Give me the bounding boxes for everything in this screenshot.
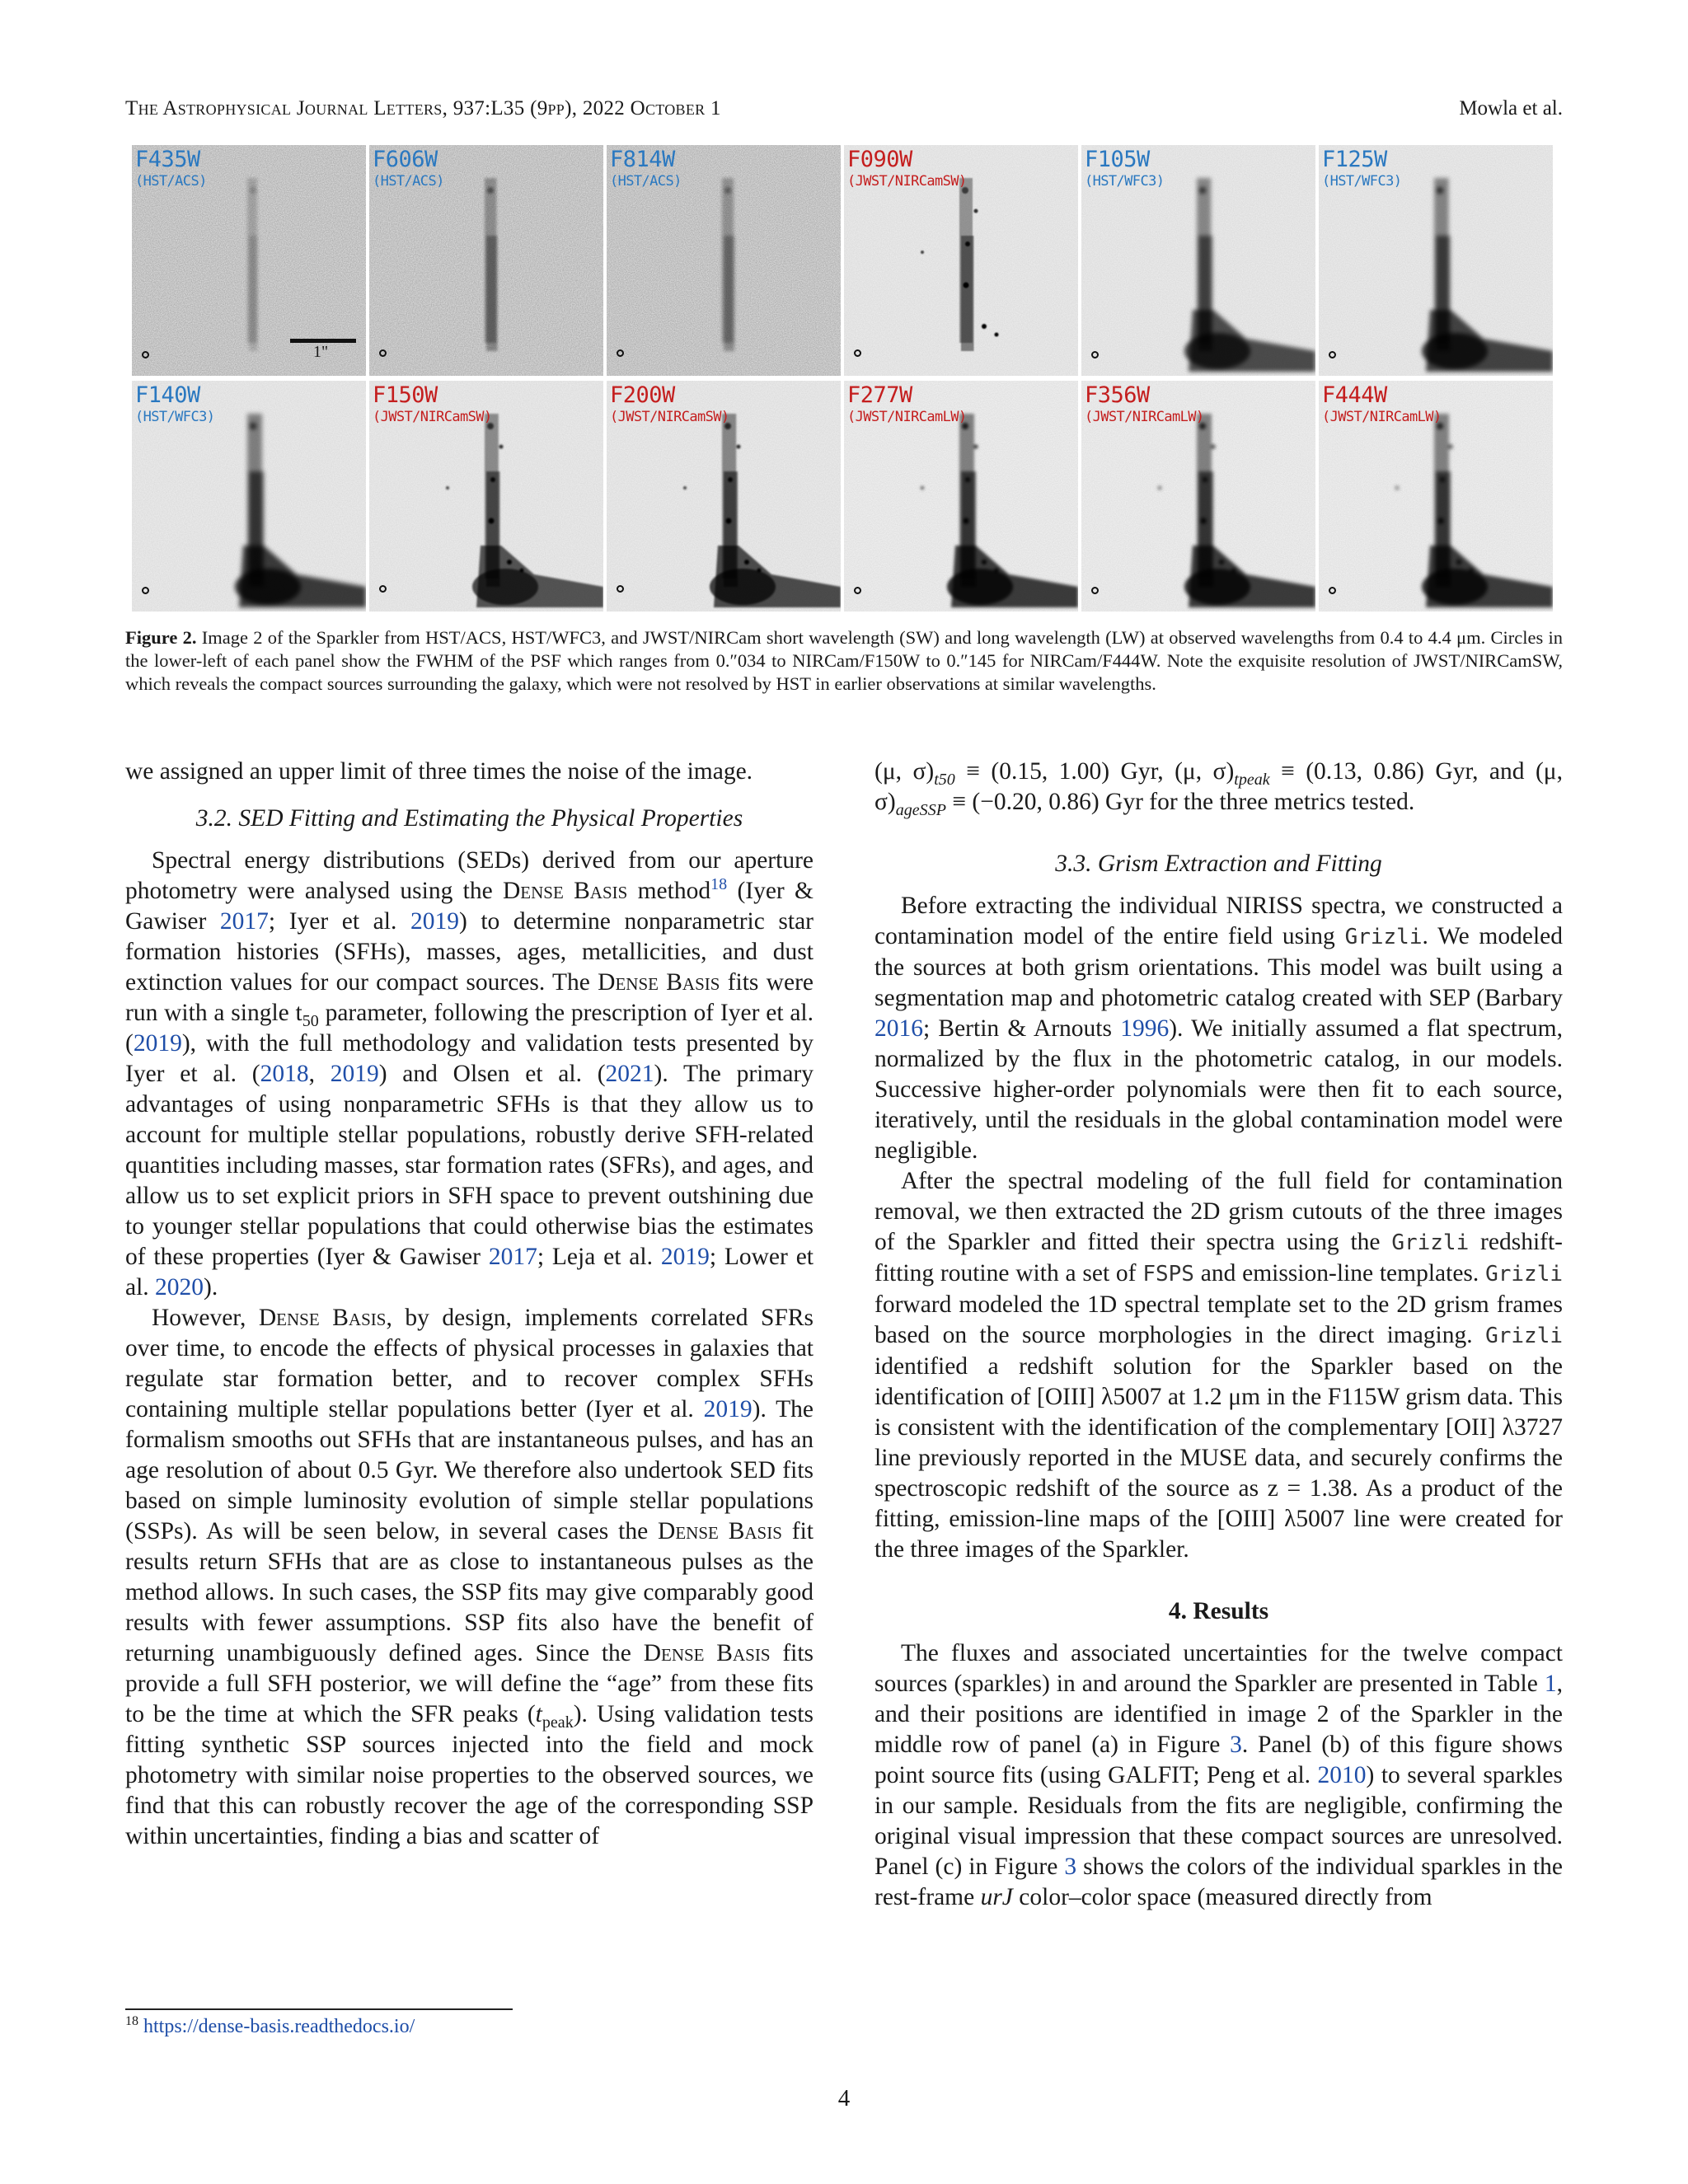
filter-label: F140W	[135, 382, 200, 408]
scale-bar-label: 1"	[313, 343, 329, 361]
filter-label: F444W	[1322, 382, 1387, 408]
filter-label: F105W	[1085, 147, 1150, 172]
ref-link[interactable]: 2017	[219, 908, 269, 935]
ref-link[interactable]: 2017	[488, 1244, 537, 1270]
paragraph-dense-basis: However, Dense Basis, by design, implements correlated SFRs over time, to encode the effects of physical processes in galaxies that regulate star formation better, and to recover complex SFHs containing multiple stellar populations better (Iyer et al. 2019). The formalism smooths out SFHs that are instantaneous pulses, and has an age resolution of about 0.5 Gyr. We therefore also undertook SED fits based on simple luminosity evolution of simple stellar populations (SSPs). As will be seen below, in several cases the Dense Basis fit results return SFHs that are as close to instantaneous pulses as the method allows. In such cases, the SSP fits may give comparably good results with fewer assumptions. SSP fits also have the benefit of returning unambiguously defined ages. Since the Dense Basis fits provide a full SFH posterior, we will define the “age” from these fits to be the time at which the SFR peaks $(t_{peak})$. Using validation tests fitting synthetic SSP sources injected into the field and mock photometry with similar noise properties to the observed sources, we find that this can robustly recover the age of the corresponding SSP within uncertainties, finding a bias and scatter of	[125, 1305, 814, 1849]
table-ref-link[interactable]: 1	[1544, 1671, 1557, 1697]
filter-label: F277W	[847, 382, 912, 408]
instrument-label: (HST/ACS)	[610, 173, 682, 190]
filter-label: F356W	[1085, 382, 1150, 408]
psf-fwhm-circle	[617, 585, 624, 593]
paragraph-metrics: (μ, $\sigma)_{t50} \equiv (0.15$, 1.00) Gyr, (μ, $\sigma)_{tpeak} \equiv (0.13$, 0.86) Gyr, and (μ, $\sigma)_{ageSSP} \equiv (-0.20$, 0.86) Gyr for the three metrics tested.	[874, 758, 1563, 819]
image-panel-f435w	[132, 145, 366, 376]
page-number: 4	[837, 2085, 851, 2111]
psf-fwhm-circle	[617, 349, 624, 357]
psf-fwhm-circle	[379, 349, 387, 357]
image-panel-f140w	[132, 381, 366, 612]
instrument-label: (JWST/NIRCamLW)	[1322, 409, 1442, 425]
ref-link[interactable]: 2016	[874, 1015, 923, 1042]
paragraph-grism-model: Before extracting the individual NIRISS spectra, we constructed a contamination model of the entire field using Grizli. We modeled the sources at both grism orientations. This model was built using a segmentation map and photometric catalog created with SEP (Barbary 2016; Bertin & Arnouts 1996). We initially assumed a flat spectrum, normalized by the flux in the photometric catalog, in our models. Successive higher-order polynomials were then fit to each source, iteratively, until the residuals in the global contamination model were negligible.	[874, 893, 1564, 1164]
psf-fwhm-circle	[142, 351, 149, 359]
instrument-label: (HST/ACS)	[373, 173, 444, 190]
ref-link[interactable]: 2019	[330, 1061, 379, 1087]
instrument-label: (HST/WFC3)	[1085, 173, 1165, 190]
footnote-rule	[125, 2008, 513, 2010]
instrument-label: (HST/WFC3)	[1322, 173, 1402, 190]
ref-link[interactable]: 2019	[660, 1244, 710, 1270]
section-3-2-title: 3.2. SED Fitting and Estimating the Physical Properties	[195, 805, 743, 832]
footnote-url-link[interactable]: https://dense-basis.readthedocs.io/	[143, 2016, 415, 2037]
psf-fwhm-circle	[1091, 351, 1099, 359]
psf-fwhm-circle	[1329, 351, 1336, 359]
psf-fwhm-circle	[854, 587, 861, 594]
instrument-label: (JWST/NIRCamLW)	[1085, 409, 1204, 425]
image-panel-f814w	[607, 145, 841, 376]
running-authors: Mowla et al.	[1459, 97, 1563, 120]
ref-link[interactable]: 2020	[155, 1274, 204, 1301]
instrument-label: (JWST/NIRCamSW)	[610, 409, 729, 425]
caption-text: Image 2 of the Sparkler from HST/ACS, HST/WFC3, and JWST/NIRCam short wavelength (SW) and long wavelength (LW) at observed wavelengths from 0.4 to 4.4 μm. Circles in the lower-left of each panel show the FWHM of the PSF which ranges from 0.″034 to NIRCam/F150W to 0.″145 for NIRCam/F444W. Note the exquisite resolution of JWST/NIRCamSW, which reveals the compact sources surrounding the galaxy, which were not resolved by HST in earlier observations at similar wavelengths.	[125, 627, 1563, 694]
filter-label: F435W	[135, 147, 200, 172]
image-panel-f105w	[1081, 145, 1315, 376]
filter-label: F125W	[1322, 147, 1387, 172]
image-panel-f444w	[1319, 381, 1553, 612]
instrument-label: (JWST/NIRCamSW)	[847, 173, 967, 190]
instrument-label: (HST/ACS)	[135, 173, 207, 190]
instrument-label: (JWST/NIRCamSW)	[373, 409, 492, 425]
ref-link[interactable]: 2019	[410, 908, 459, 935]
journal-citation: The Astrophysical Journal Letters, 937:L35 (9pp), 2022 October 1	[125, 97, 721, 120]
image-panel-f277w	[844, 381, 1078, 612]
paragraph-results: The fluxes and associated uncertainties for the twelve compact sources (sparkles) in and around the Sparkler are presented in Table 1, and their positions are identified in image 2 of the Sparkler in the middle row of panel (a) in Figure 3. Panel (b) of this figure shows point source fits (using GALFIT; Peng et al. 2010) to several sparkles in our sample. Residuals from the fits are negligible, confirming the original visual impression that these compact sources are unresolved. Panel (c) in Figure 3 shows the colors of the individual sparkles in the rest-frame urJ color–color space (measured directly from	[874, 1640, 1563, 1910]
right-column	[874, 757, 1563, 1913]
image-panel-f356w	[1081, 381, 1315, 612]
footnote-18: $^{18}$ https://dense-basis.readthedocs.io/	[125, 2014, 415, 2037]
figure-ref-link[interactable]: 3	[1230, 1732, 1242, 1758]
filter-label: F606W	[373, 147, 438, 172]
ref-link[interactable]: 1996	[1120, 1015, 1170, 1042]
psf-fwhm-circle	[379, 585, 387, 593]
ref-link[interactable]: 2021	[605, 1061, 654, 1087]
image-panel-f606w	[369, 145, 603, 376]
section-4-title: 4. Results	[1168, 1598, 1269, 1624]
ref-link[interactable]: 2019	[133, 1030, 182, 1057]
paragraph-sed-fitting: Spectral energy distributions (SEDs) derived from our aperture photometry were analysed using the Dense Basis method$^{18}$ (Iyer & Gawiser 2017; Iyer et al. 2019) to determine nonparametric star formation histories (SFHs), masses, ages, metallicities, and dust extinction values for our compact sources. The Dense Basis fits were run with a single $t_{50}$ parameter, following the prescription of Iyer et al. (2019), with the full methodology and validation tests presented by Iyer et al. (2018, 2019) and Olsen et al. (2021). The primary advantages of using nonparametric SFHs is that they allow us to account for multiple stellar populations, robustly derive SFH-related quantities including masses, star formation rates (SFRs), and ages, and allow us to set explicit priors in SFH space to prevent outshining due to younger stellar populations that could otherwise bias the estimates of these properties (Iyer & Gawiser 2017; Leja et al. 2019; Lower et al. 2020).	[125, 847, 814, 1301]
left-column	[125, 757, 814, 1852]
running-head	[125, 94, 1563, 124]
caption-label: Figure 2.	[125, 627, 197, 648]
image-panel-f150w	[369, 381, 603, 612]
paragraph-continued: we assigned an upper limit of three times the noise of the image.	[125, 758, 753, 785]
psf-fwhm-circle	[1329, 587, 1336, 594]
ref-link[interactable]: 2010	[1317, 1762, 1367, 1788]
image-panel-f200w	[607, 381, 841, 612]
filter-label: F150W	[373, 382, 438, 408]
figure-2-caption	[125, 626, 1563, 696]
figure-2-image-grid	[132, 145, 1556, 615]
filter-label: F090W	[847, 147, 912, 172]
image-panel-f090w	[844, 145, 1078, 376]
figure-ref-link[interactable]: 3	[1064, 1854, 1077, 1880]
ref-link[interactable]: 2018	[260, 1061, 309, 1087]
psf-fwhm-circle	[854, 349, 861, 357]
instrument-label: (HST/WFC3)	[135, 409, 215, 425]
ref-link[interactable]: 2019	[703, 1396, 753, 1422]
section-3-3-title: 3.3. Grism Extraction and Fitting	[1055, 851, 1382, 877]
instrument-label: (JWST/NIRCamLW)	[847, 409, 967, 425]
footnote-18-link[interactable]: 18	[710, 875, 728, 894]
filter-label: F200W	[610, 382, 675, 408]
filter-label: F814W	[610, 147, 675, 172]
psf-fwhm-circle	[142, 587, 149, 594]
paragraph-grism-extraction: After the spectral modeling of the full field for contamination removal, we then extracted the 2D grism cutouts of the three images of the Sparkler and fitted their spectra using the Grizli redshift-fitting routine with a set of FSPS and emission-line templates. Grizli forward modeled the 1D spectral template set to the 2D grism frames based on the source morphologies in the direct imaging. Grizli identified a redshift solution for the Sparkler based on the identification of [OIII] λ5007 at 1.2 μm in the F115W grism data. This is consistent with the identification of the complementary [OII] λ3727 line previously reported in the MUSE data, and securely confirms the spectroscopic redshift of the source as z = 1.38. As a product of the fitting, emission-line maps of the [OIII] λ5007 line were created for the three images of the Sparkler.	[874, 1168, 1564, 1563]
psf-fwhm-circle	[1091, 587, 1099, 594]
image-panel-f125w	[1319, 145, 1553, 376]
